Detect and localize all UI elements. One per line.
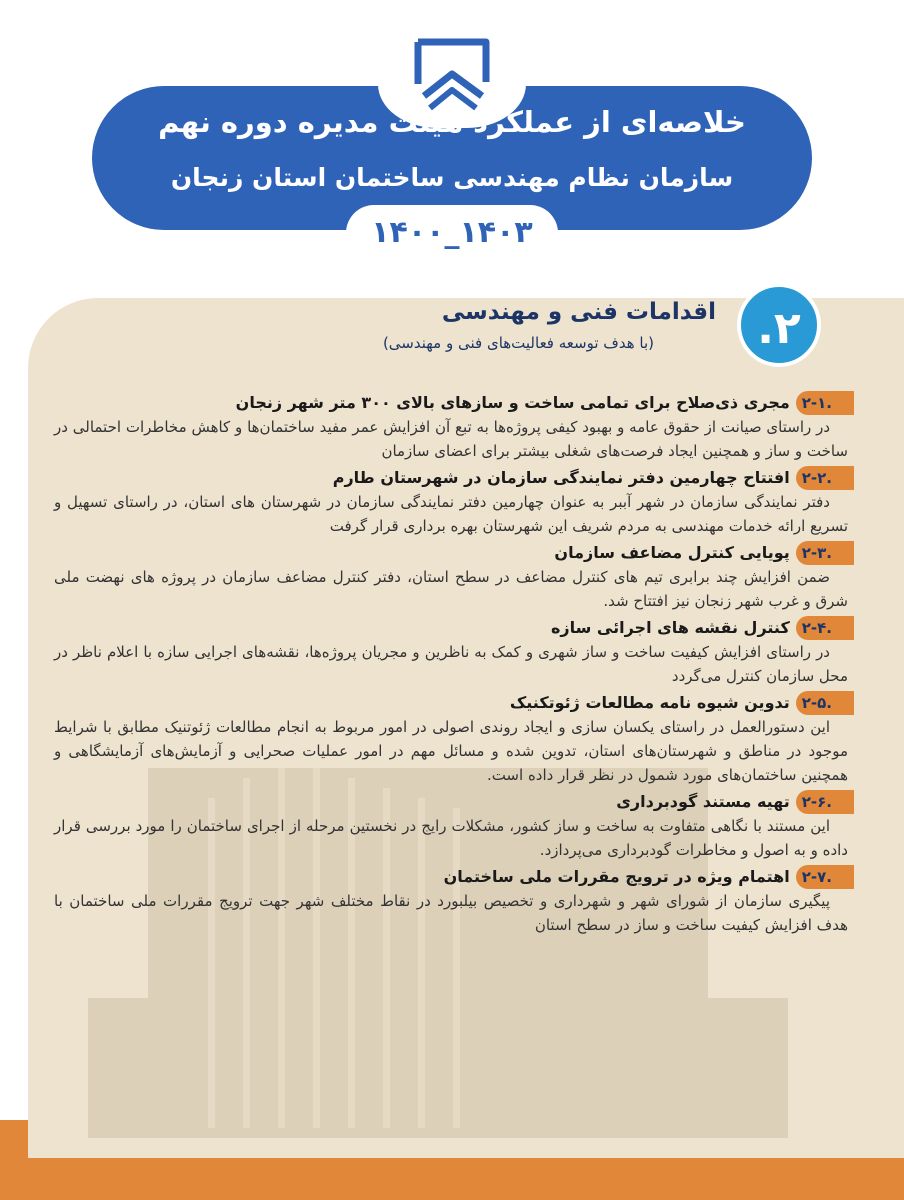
list-item bbox=[54, 391, 854, 463]
item-heading bbox=[54, 691, 854, 715]
item-heading bbox=[54, 466, 854, 490]
item-body: دفتر نمایندگی سازمان در شهر آببر به عنوان چهارمین دفتر نمایندگی سازمان در شهرستان های استان، در راستای تسهیل و تسریع ارائه خدمات مهندسی به مردم شریف این شهرستان بهره برداری قرار گرفت bbox=[54, 493, 848, 535]
item-title: مجری ذی‌صلاح برای تمامی ساخت و سازهای بالای ۳۰۰ متر شهر زنجان bbox=[235, 393, 790, 412]
item-body: این مستند با نگاهی متفاوت به ساخت و ساز کشور، مشکلات رایج در نخستین مرحله از اجرای ساختمان را مورد بررسی قرار داده و به اصول و مخاطرات گودبرداری می‌پردازد. bbox=[54, 817, 848, 859]
item-title: پویایی کنترل مضاعف سازمان bbox=[554, 543, 790, 562]
items-list bbox=[54, 388, 854, 937]
list-item bbox=[54, 541, 854, 613]
item-number: ۲-۷. bbox=[796, 865, 854, 889]
item-heading bbox=[54, 865, 854, 889]
item-heading bbox=[54, 541, 854, 565]
item-title: افتتاح چهارمین دفتر نمایندگی سازمان در شهرستان طارم bbox=[332, 468, 790, 487]
item-body: در راستای صیانت از حقوق عامه و بهبود کیفی پروژه‌ها به تبع آن افزایش عمر مفید ساختمان‌ها و کاهش مخاطرات احتمالی در ساخت و ساز و همچنین ایجاد فرصت‌های شغلی بیشتر برای اعضای سازمان bbox=[54, 418, 848, 460]
section-title: اقدامات فنی و مهندسی bbox=[441, 299, 716, 325]
item-body: این دستورالعمل در راستای یکسان سازی و ایجاد روندی اصولی در امور مربوط به انجام مطالعات ژئوتنیک مطابق با شرایط موجود در مناطق و شهرستان‌های استان، تدوین شده و مسائل مهم در امور عملیات صحرایی و آزمایش‌های آزمایشگاهی و همچنین ساختمان‌های مورد شمول در نظر قرار داده است. bbox=[54, 718, 848, 784]
page-title: خلاصه‌ای از عملکرد هیئت مدیره دوره نهم bbox=[158, 105, 746, 139]
item-number: ۲-۶. bbox=[796, 790, 854, 814]
item-number: ۲-۲. bbox=[796, 466, 854, 490]
item-title: تدوین شیوه نامه مطالعات ژئوتکنیک bbox=[509, 693, 790, 712]
item-title: اهتمام ویژه در ترویج مقررات ملی ساختمان bbox=[443, 867, 790, 886]
item-number: ۲-۱. bbox=[796, 391, 854, 415]
item-heading bbox=[54, 790, 854, 814]
item-heading bbox=[54, 616, 854, 640]
item-body: در راستای افزایش کیفیت ساخت و ساز شهری و کمک به ناظرین و مجریان پروژه‌ها، نقشه‌های اجرایی سازه با اعلام ناظر در محل سازمان کنترل می‌گردد bbox=[54, 643, 848, 685]
item-body: ضمن افزایش چند برابری تیم های کنترل مضاعف در سطح استان، دفتر کنترل مضاعف سازمان در پروژه های نهضت ملی شرق و غرب شهر زنجان نیز افتتاح شد. bbox=[54, 568, 848, 610]
organization-name: سازمان نظام مهندسی ساختمان استان زنجان bbox=[170, 163, 734, 192]
list-item bbox=[54, 790, 854, 862]
item-title: تهیه مستند گودبرداری bbox=[616, 792, 790, 811]
section-number-badge: .۲ bbox=[737, 283, 821, 367]
item-body: پیگیری سازمان از شورای شهر و شهرداری و تخصیص بیلبورد در نقاط مختلف شهر جهت ترویج مقررات ملی ساختمان با هدف افزایش کیفیت ساخت و ساز در سطح استان bbox=[54, 892, 848, 934]
years-range: ۱۴۰۰_۱۴۰۳ bbox=[371, 215, 533, 250]
item-number: ۲-۵. bbox=[796, 691, 854, 715]
list-item bbox=[54, 865, 854, 937]
item-title: کنترل نقشه های اجرائی سازه bbox=[550, 618, 790, 637]
list-item bbox=[54, 691, 854, 787]
list-item bbox=[54, 616, 854, 688]
item-heading bbox=[54, 391, 854, 415]
item-number: ۲-۴. bbox=[796, 616, 854, 640]
section-subtitle: (با هدف توسعه فعالیت‌های فنی و مهندسی) bbox=[382, 334, 654, 352]
list-item bbox=[54, 466, 854, 538]
item-number: ۲-۳. bbox=[796, 541, 854, 565]
